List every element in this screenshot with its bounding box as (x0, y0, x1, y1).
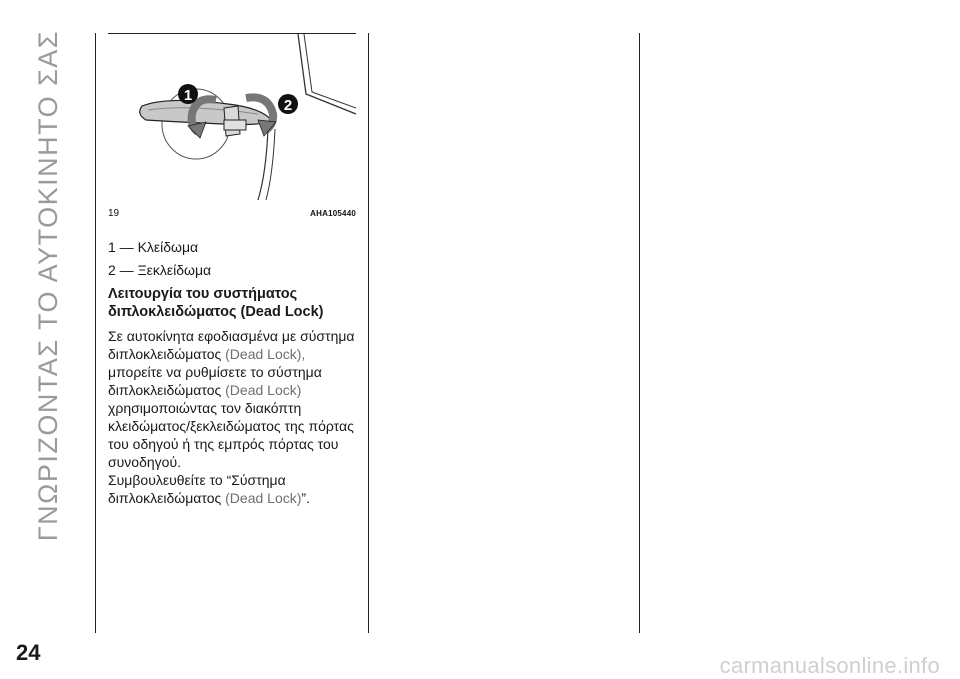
body-text: Σε αυτοκίνητα εφοδιασμένα με σύστημα διπλοκλειδώματος (108, 328, 355, 362)
note-text: Συμβουλευθείτε το “Σύστημα διπλοκλειδώματος (108, 472, 286, 506)
key-head (224, 120, 246, 130)
door-handle (140, 100, 273, 124)
note-text: ”. (301, 490, 310, 506)
door-edge-line (258, 129, 268, 200)
section-heading: Λειτουργία του συστήματος διπλοκλειδώματος (Dead Lock) (108, 286, 324, 320)
body-text-gray: (Dead Lock) (225, 382, 302, 398)
section-body (108, 327, 358, 471)
legend-item-lock: 1 — Κλείδωμα (108, 239, 199, 255)
window-frame-line (298, 34, 356, 114)
body-text: χρησιμοποιώντας τον διακόπτη κλειδώματος/ξεκλειδώματος της πόρτας του οδηγού ή της εμπρός πόρτας του συνοδηγού. (108, 400, 354, 470)
section-note (108, 471, 358, 507)
callout-1: 1 (183, 87, 193, 104)
page-number: 24 (16, 640, 41, 665)
figure-code: AHA105440 (310, 208, 356, 218)
right-column-rule (639, 33, 640, 633)
figure-number: 19 (108, 207, 120, 219)
body-text-gray: (Dead Lock), (225, 346, 306, 362)
body-text: μπορείτε να ρυθμίσετε το σύστημα διπλοκλειδώματος (108, 364, 322, 398)
figure-caption (108, 205, 356, 221)
door-handle-figure (108, 34, 356, 200)
legend-item-unlock: 2 — Ξεκλείδωμα (108, 262, 212, 278)
note-text-gray: (Dead Lock) (225, 490, 302, 506)
middle-column-rule (368, 33, 369, 633)
callout-2: 2 (283, 97, 293, 114)
chapter-title-text: ΓΝΩΡΙΖΟΝΤΑΣ ΤΟ ΑΥΤΟΚΙΝΗΤΟ ΣΑΣ (32, 30, 63, 542)
door-handle-illustration (108, 34, 356, 200)
chapter-title (18, 30, 78, 542)
left-column-rule (95, 33, 96, 633)
section-text (108, 238, 358, 507)
watermark: carmanualsonline.info (719, 653, 940, 678)
